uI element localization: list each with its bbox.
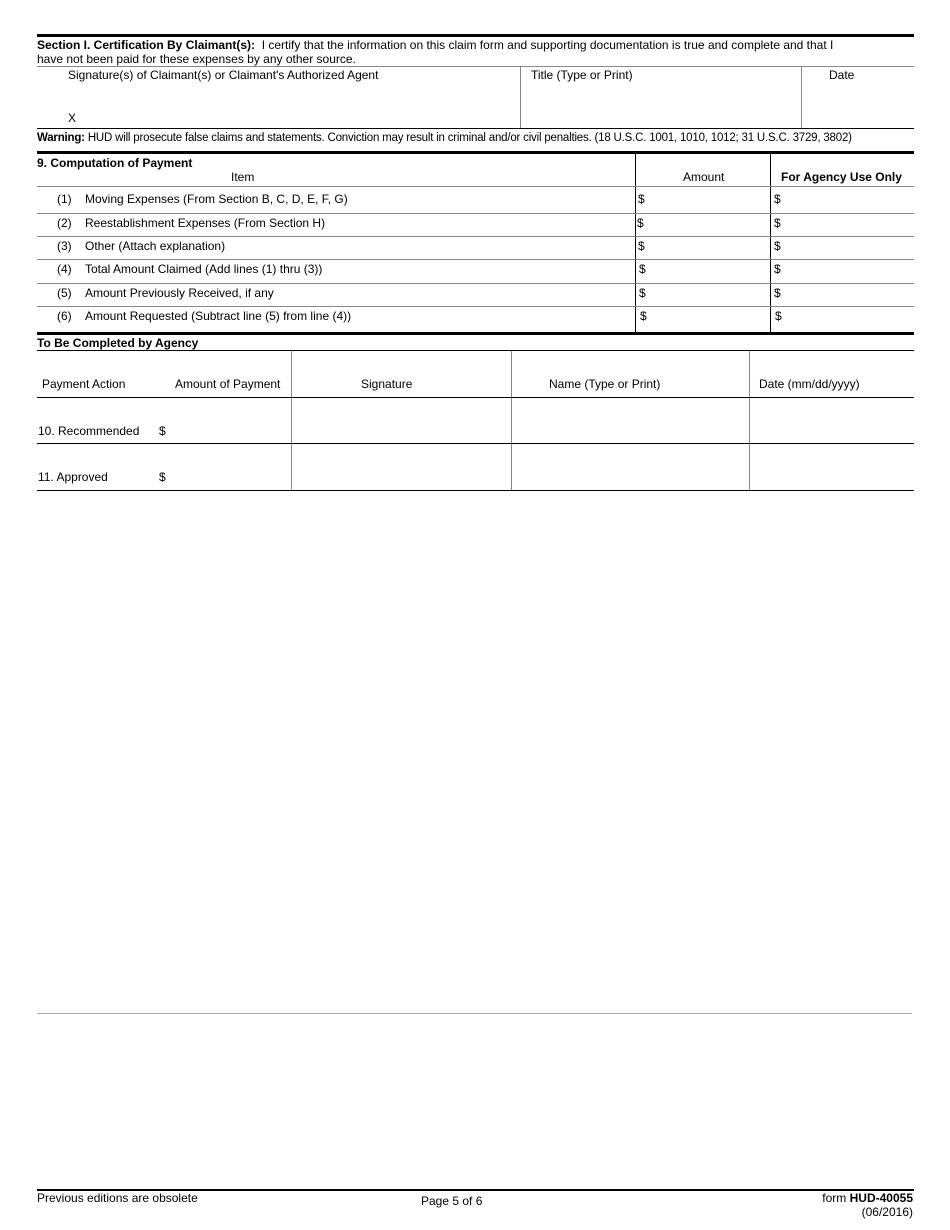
section1-top-rule	[37, 34, 914, 37]
computation-row-5-agency-input[interactable]	[784, 284, 910, 304]
computation-row-5-label: Amount Previously Received, if any	[85, 286, 274, 300]
computation-row-3-amount-dollar: $	[638, 239, 645, 253]
agency-divider-2	[511, 351, 512, 491]
computation-row-6-num: (6)	[57, 309, 72, 323]
warning-text: Warning: HUD will prosecute false claims and statements. Conviction may result in criminal and/or civil penalties. (18 U.S.C. 1001, 1010, 1012; 31 U.S.C. 3729, 3802)	[37, 132, 852, 144]
agency-row-recommended-label: 10. Recommended	[38, 424, 140, 438]
computation-row-2-amount-dollar: $	[637, 216, 644, 230]
agency-col-action: Payment Action	[42, 377, 126, 391]
signature-label: Signature(s) of Claimant(s) or Claimant's Authorized Agent	[68, 68, 379, 82]
section1-sig-rule-top	[37, 66, 914, 67]
footer-revision: (06/2016)	[861, 1205, 913, 1219]
computation-row-1-agency-input[interactable]	[784, 189, 910, 209]
footer-form-id: form HUD-40055	[822, 1191, 913, 1205]
agency-divider-3	[749, 351, 750, 491]
computation-row-6-agency-dollar: $	[775, 309, 782, 323]
computation-row-4-amount-input[interactable]	[649, 260, 766, 280]
recommended-signature-input[interactable]	[296, 402, 506, 440]
approved-amount-input[interactable]	[169, 464, 287, 486]
recommended-date-input[interactable]	[754, 402, 910, 440]
computation-row-4-agency-dollar: $	[774, 262, 781, 276]
approved-date-input[interactable]	[754, 448, 910, 486]
agency-divider-1	[291, 351, 292, 491]
computation-row-4-rule	[37, 283, 914, 284]
computation-row-2-label: Reestablishment Expenses (From Section H)	[85, 216, 326, 230]
computation-row-6-label: Amount Requested (Subtract line (5) from line (4))	[85, 309, 352, 323]
computation-row-5-agency-dollar: $	[774, 286, 781, 300]
computation-row-3-agency-input[interactable]	[784, 237, 910, 257]
agency-row-approved-dollar: $	[159, 470, 166, 484]
computation-row-4-amount-dollar: $	[639, 262, 646, 276]
title-label: Title (Type or Print)	[531, 68, 633, 82]
signature-x-mark: X	[68, 111, 77, 125]
claimant-date-field[interactable]	[806, 90, 910, 120]
approved-name-input[interactable]	[516, 448, 744, 486]
computation-row-5-amount-dollar: $	[639, 286, 646, 300]
computation-row-2-agency-dollar: $	[774, 216, 781, 230]
computation-row-3-rule	[37, 259, 914, 260]
computation-row-2-amount-input[interactable]	[648, 214, 766, 234]
computation-row-4-label: Total Amount Claimed (Add lines (1) thru (3))	[85, 262, 323, 276]
agency-col-name: Name (Type or Print)	[549, 377, 661, 391]
computation-row-1-label: Moving Expenses (From Section B, C, D, E, F, G)	[85, 192, 348, 206]
lower-divider-rule	[37, 1013, 912, 1014]
computation-col-amount: Amount	[683, 170, 725, 184]
claimant-title-field[interactable]	[528, 90, 794, 120]
agency-row-2-rule	[37, 490, 914, 491]
computation-col-item: Item	[231, 170, 255, 184]
section1-divider-2	[801, 67, 802, 128]
footer-page-number: Page 5 of 6	[421, 1194, 483, 1208]
computation-row-6-amount-input[interactable]	[650, 307, 766, 329]
section1-divider-1	[520, 67, 521, 128]
computation-row-3-agency-dollar: $	[774, 239, 781, 253]
computation-row-1-num: (1)	[57, 192, 72, 206]
computation-row-4-agency-input[interactable]	[784, 260, 910, 280]
computation-title: 9. Computation of Payment	[37, 156, 193, 170]
computation-row-3-num: (3)	[57, 239, 72, 253]
claimant-signature-field[interactable]	[84, 100, 504, 124]
date-label: Date	[829, 68, 855, 82]
agency-title: To Be Completed by Agency	[37, 336, 199, 350]
computation-row-5-num: (5)	[57, 286, 72, 300]
warning-top-rule	[37, 128, 914, 129]
approved-signature-input[interactable]	[296, 448, 506, 486]
computation-row-6-agency-input[interactable]	[785, 307, 910, 329]
computation-row-5-rule	[37, 306, 914, 307]
section1-text-line1: Section I. Certification By Claimant(s): I certify that the information on this claim form and supporting documentation is true and complete and that I	[37, 38, 834, 52]
computation-row-1-agency-dollar: $	[774, 192, 781, 206]
computation-row-1-rule	[37, 213, 914, 214]
recommended-amount-input[interactable]	[169, 418, 287, 440]
computation-row-6-amount-dollar: $	[640, 309, 647, 323]
agency-header-rule	[37, 397, 914, 398]
computation-header-rule	[37, 186, 914, 187]
agency-top-rule	[37, 332, 914, 335]
agency-col-amount: Amount of Payment	[175, 377, 281, 391]
agency-row-recommended-dollar: $	[159, 424, 166, 438]
section1-heading: Section I. Certification By Claimant(s):	[37, 38, 256, 52]
agency-title-rule	[37, 350, 914, 351]
computation-row-3-amount-input[interactable]	[648, 237, 766, 257]
agency-col-signature: Signature	[361, 377, 413, 391]
footer-obsolete-note: Previous editions are obsolete	[37, 1191, 198, 1205]
recommended-name-input[interactable]	[516, 402, 744, 440]
section1-text-line2: have not been paid for these expenses by any other source.	[37, 52, 356, 66]
computation-row-2-rule	[37, 236, 914, 237]
computation-row-1-amount-dollar: $	[638, 192, 645, 206]
computation-row-2-num: (2)	[57, 216, 72, 230]
computation-row-2-agency-input[interactable]	[784, 214, 910, 234]
computation-row-4-num: (4)	[57, 262, 72, 276]
agency-row-1-rule	[37, 443, 914, 444]
computation-row-5-amount-input[interactable]	[649, 284, 766, 304]
computation-top-rule	[37, 151, 914, 154]
warning-label: Warning:	[37, 132, 85, 144]
agency-col-date: Date (mm/dd/yyyy)	[759, 377, 860, 391]
computation-col-agency: For Agency Use Only	[781, 170, 902, 184]
agency-row-approved-label: 11. Approved	[38, 470, 108, 484]
computation-row-1-amount-input[interactable]	[648, 189, 766, 209]
computation-row-3-label: Other (Attach explanation)	[85, 239, 226, 253]
